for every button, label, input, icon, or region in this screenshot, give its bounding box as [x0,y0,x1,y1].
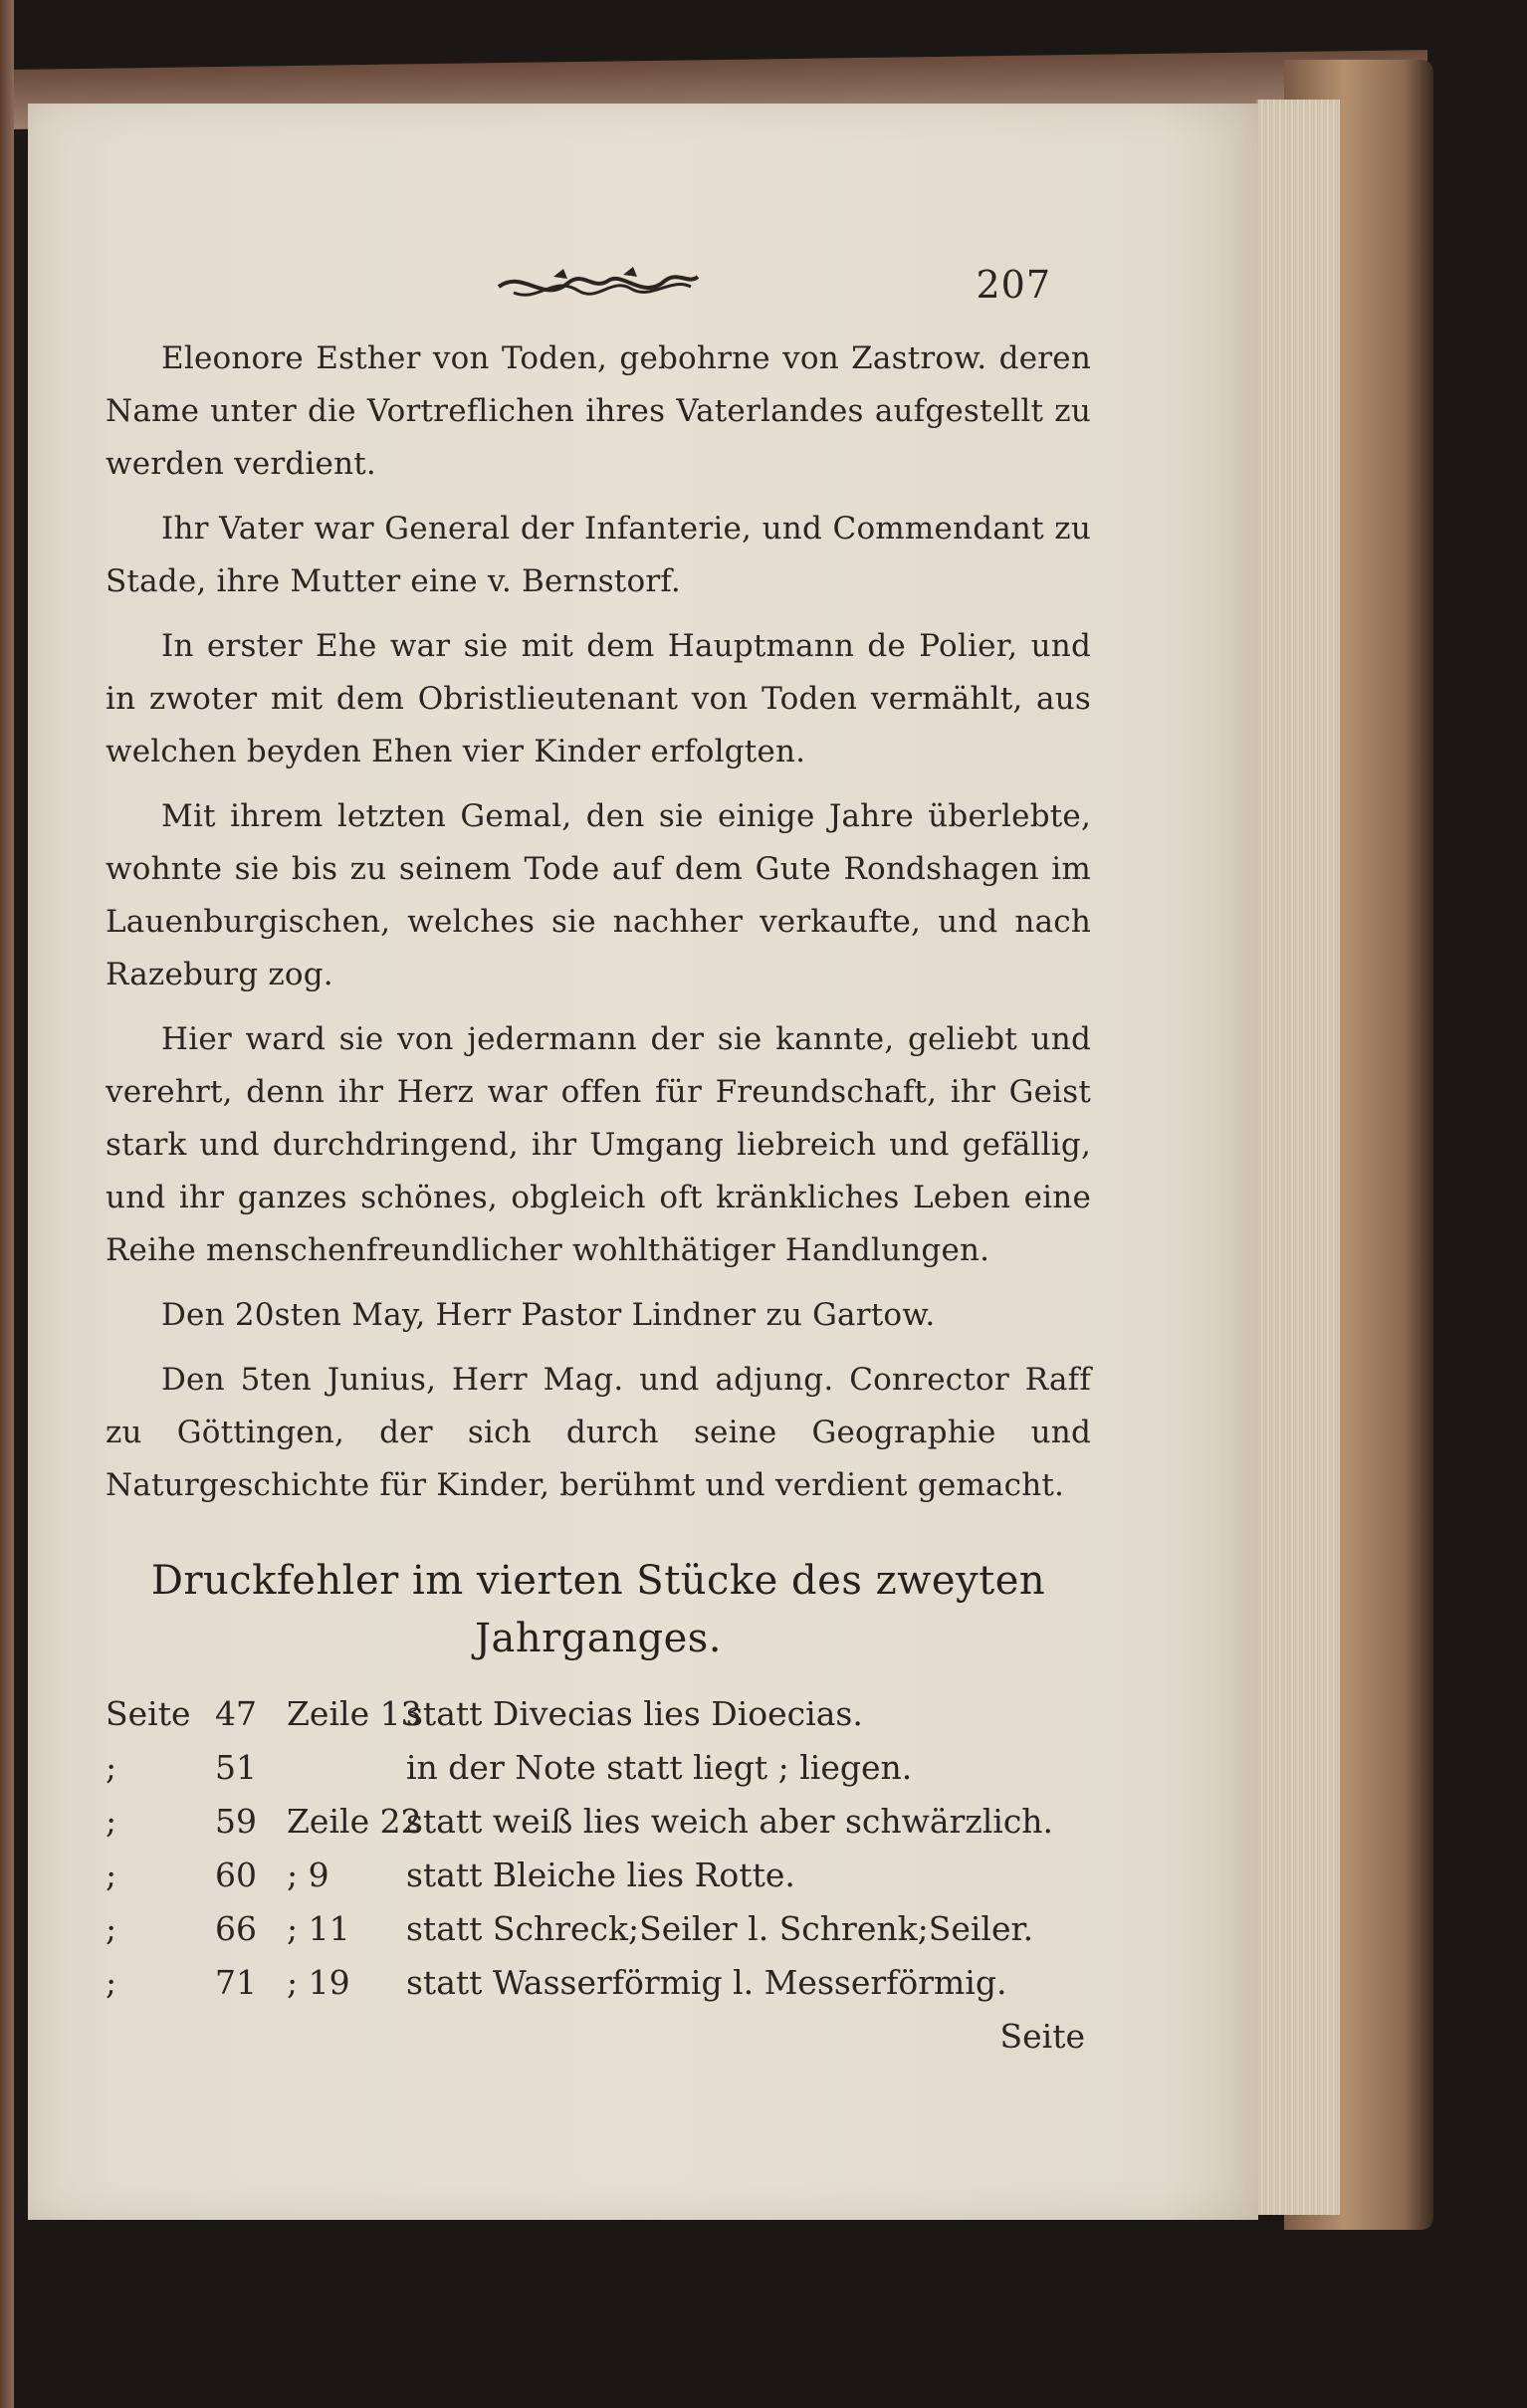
errata-label: ; [106,1802,117,1841]
ornament-icon [494,255,703,315]
left-cover-edge [0,0,14,2408]
errata-page: 66 [215,1909,257,1948]
errata-label: ; [106,1909,117,1948]
running-head [106,253,1091,332]
errata-page: 51 [215,1748,257,1787]
errata-label: ; [106,1856,117,1894]
errata-row [106,1956,1091,2010]
book-page [28,104,1258,2220]
errata-line: Zeile 22 [287,1802,422,1841]
page-text-area [106,253,1091,2144]
page-number: 207 [976,263,1051,307]
errata-row [106,1741,1091,1795]
paragraph-7: Den 5ten Junius, Herr Mag. und adjung. Conrector Raff zu Göttingen, der sich durch seine Geographie und Naturgeschichte für Kinder, berühmt und verdient gemacht. [106,1362,1091,1503]
errata-page: 59 [215,1802,257,1841]
paragraph-3: In erster Ehe war sie mit dem Hauptmann de Polier, und in zwoter mit dem Obristlieutenant von Toden vermählt, aus welchen beyden Ehen vier Kinder erfolgten. [106,628,1091,769]
errata-row [106,1849,1091,1902]
errata-correction: statt weiß lies weich aber schwärzlich. [406,1802,1054,1841]
paragraph-6: Den 20sten May, Herr Pastor Lindner zu Gartow. [161,1297,936,1333]
errata-correction: statt Wasserförmig l. Messerförmig. [406,1963,1007,2002]
errata-row [106,1902,1091,1956]
errata-row [106,1795,1091,1849]
errata-line [287,1741,406,1795]
errata-page: 47 [215,1694,257,1733]
errata-page: 71 [215,1963,257,2002]
errata-correction: statt Divecias lies Dioecias. [406,1694,863,1733]
errata-line: ; 19 [287,1963,350,2002]
errata-label: ; [106,1963,117,2002]
catchword: Seite [999,2017,1085,2056]
page-block-edges [1256,100,1340,2215]
errata-line: ; 9 [287,1856,329,1894]
errata-line: ; 11 [287,1909,350,1948]
errata-row [106,1687,1091,1741]
errata-correction: statt Schreck;Seiler l. Schrenk;Seiler. [406,1909,1034,1948]
errata-correction: in der Note statt liegt ; liegen. [406,1748,913,1787]
paragraph-5: Hier ward sie von jedermann der sie kannte, geliebt und verehrt, denn ihr Herz war offen für Freundschaft, ihr Geist stark und durchdringend, ihr Umgang liebreich und gefällig, und ihr ganzes schönes, obgleich oft kränkliches Leben eine Reihe menschenfreundlicher wohlthätiger Handlungen. [106,1021,1091,1268]
errata-line: Zeile 13 [287,1694,422,1733]
errata-label: Seite [106,1694,191,1733]
paragraph-1: Eleonore Esther von Toden, gebohrne von Zastrow. deren Name unter die Vortreflichen ihres Vaterlandes aufgestellt zu werden verdient. [106,340,1091,482]
errata-label: ; [106,1748,117,1787]
errata-heading: Druckfehler im vierten Stücke des zweyten Jahrganges. [150,1558,1046,1661]
paragraph-4: Mit ihrem letzten Gemal, den sie einige Jahre überlebte, wohnte sie bis zu seinem Tode auf dem Gute Rondshagen im Lauenburgischen, welches sie nachher verkaufte, und nach Razeburg zog. [106,798,1091,992]
errata-page: 60 [215,1856,257,1894]
paragraph-2: Ihr Vater war General der Infanterie, und Commendant zu Stade, ihre Mutter eine v. Bernstorf. [106,511,1091,599]
errata-correction: statt Bleiche lies Rotte. [406,1856,795,1894]
